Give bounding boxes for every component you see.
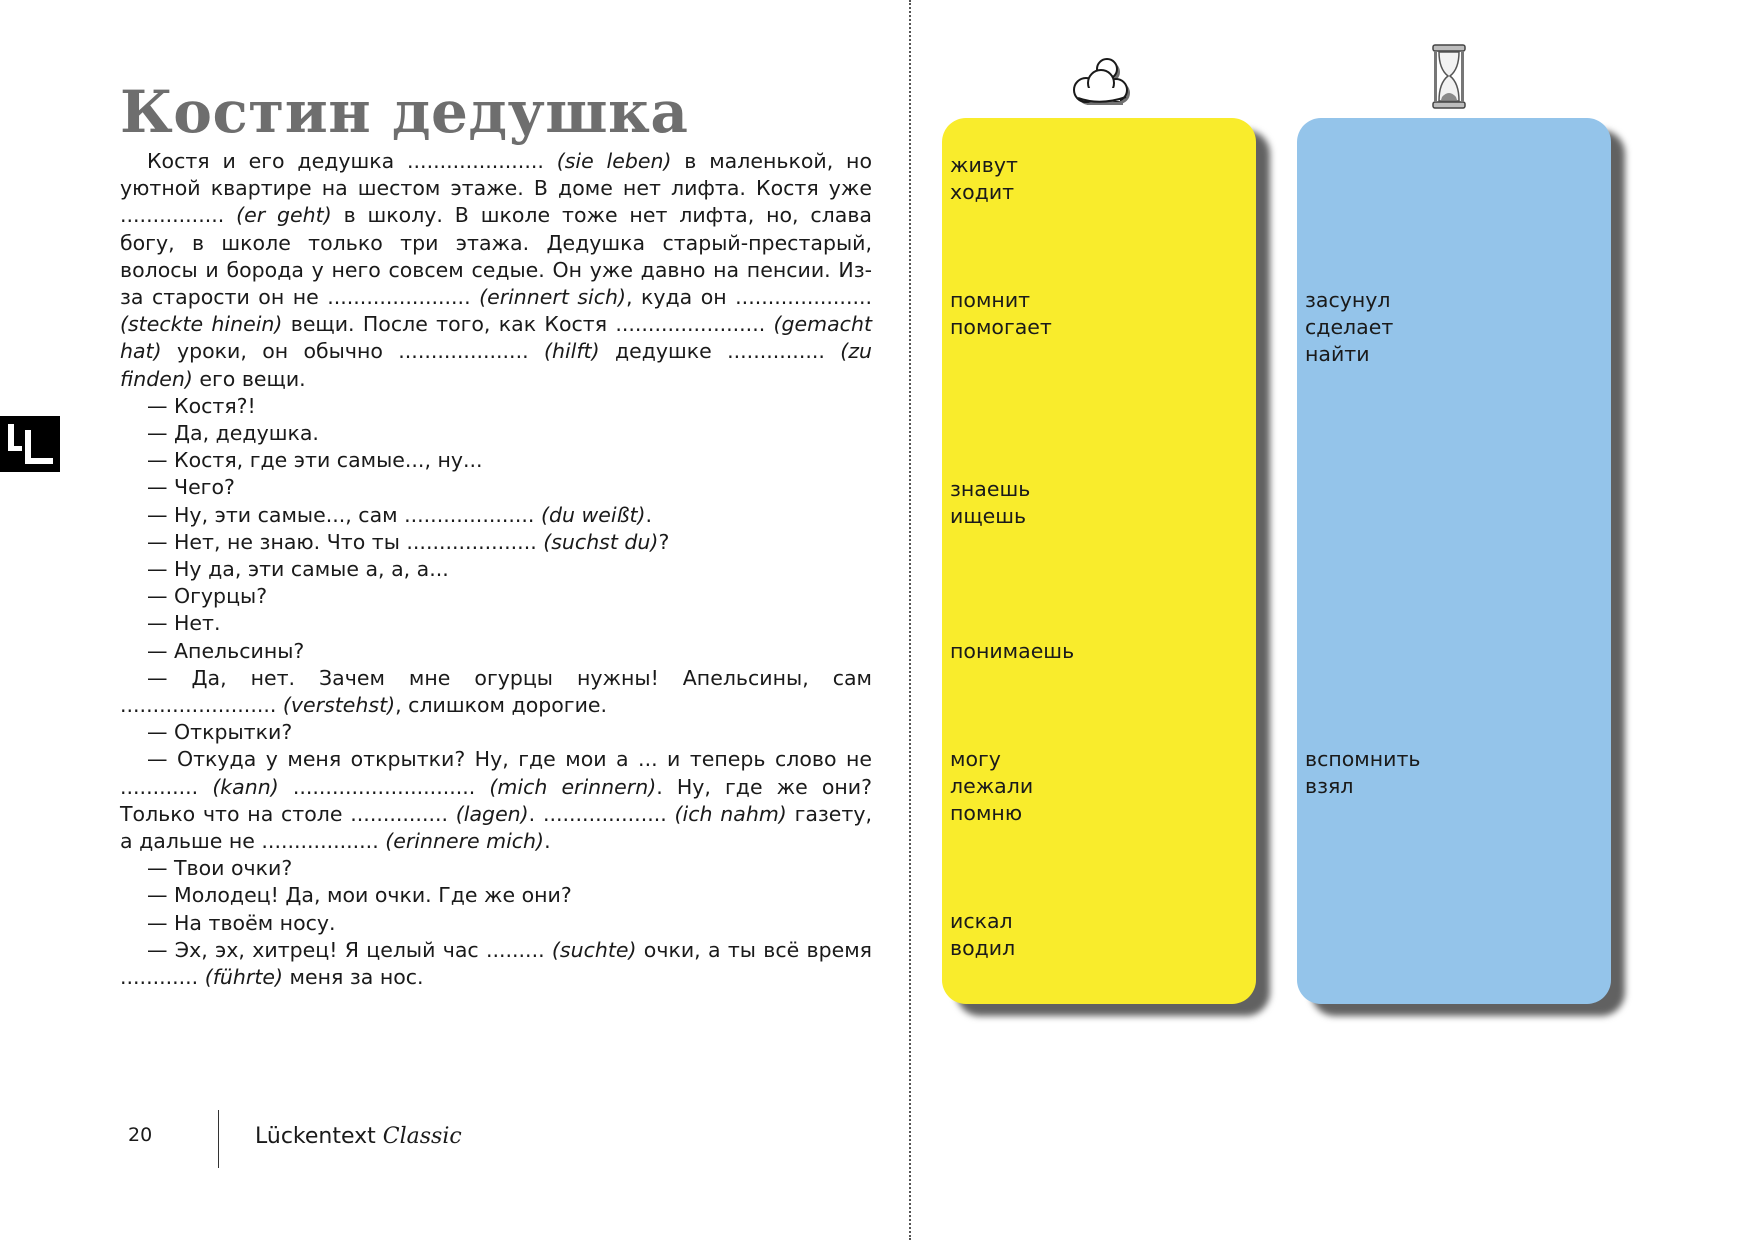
story-text: [120, 148, 872, 991]
past-word: взял: [1305, 774, 1354, 798]
dialogue-line: — На твоём носу.: [147, 910, 336, 935]
dialogue-line: — Огурцы?: [147, 584, 268, 609]
dialogue-line: — Нет.: [147, 611, 221, 636]
page-title: Костин дедушка: [120, 78, 689, 146]
dialogue-line: — Нет, не знаю. Что ты .................... (suchst du)?: [147, 529, 670, 554]
series-label-text: Lückentext: [255, 1124, 376, 1149]
page-divider: [909, 0, 911, 1240]
corner-marker-icon: [0, 416, 60, 472]
present-word: живут: [950, 153, 1018, 177]
hourglass-icon: [1430, 43, 1470, 115]
series-label-emphasis: Classic: [382, 1124, 462, 1149]
present-word: помню: [950, 801, 1023, 825]
cloud-icon: [1070, 52, 1136, 114]
present-word: лежали: [950, 774, 1034, 798]
present-tense-card: [942, 118, 1256, 1004]
dialogue-line: — Молодец! Да, мои очки. Где же они?: [147, 883, 572, 908]
footer-divider: [218, 1110, 219, 1168]
page-number: 20: [128, 1124, 153, 1146]
present-word: помогает: [950, 315, 1052, 339]
story-paragraph: Костя и его дедушка ..................... (sie leben) в маленькой, но уютной квартире на шестом этаже. В доме нет лифта. Костя уже ................ (er geht) в школу. В школе тоже нет лифта, но, слава богу, в школе только три этажа. Дедушка старый-престарый, волосы и борода у него совсем седые. Он уже давно на пенсии. Из-за старости он не ...................... (erinnert sich), куда он ..................... (steckte hinein) вещи. После того, как Костя ....................... (gemacht hat) уроки, он обычно .................... (hilft) дедушке ............... (zu finden) его вещи.: [120, 149, 873, 391]
dialogue-line: — Ну да, эти самые а, а, а...: [147, 557, 449, 582]
series-label: [255, 1124, 462, 1149]
story-paragraph: — Эх, эх, хитрец! Я целый час ......... (suchte) очки, а ты всё время ............ (führte) меня за нос.: [120, 937, 872, 990]
story-paragraph: — Откуда у меня открытки? Ну, где мои а ... и теперь слово не ............ (kann) ............................ (mich erinnern). Ну, где же они? Только что на столе ............... (lagen). ................... (ich nahm) газету, а дальше не .................. (erinnere mich).: [120, 747, 872, 854]
dialogue-line: — Костя?!: [147, 393, 256, 418]
present-word: ходит: [950, 180, 1015, 204]
dialogue-line: — Твои очки?: [147, 856, 293, 881]
dialogue-line: — Чего?: [147, 475, 235, 500]
present-word: знаешь: [950, 477, 1031, 501]
present-word: водил: [950, 936, 1016, 960]
past-word: засунул: [1305, 288, 1391, 312]
present-word: помнит: [950, 288, 1031, 312]
story-paragraph: — Да, нет. Зачем мне огурцы нужны! Апельсины, сам ........................ (verstehst), слишком дорогие.: [120, 665, 872, 718]
past-word: вспомнить: [1305, 747, 1421, 771]
present-word: ищешь: [950, 504, 1027, 528]
dialogue-line: — Открытки?: [147, 720, 293, 745]
past-word: сделает: [1305, 315, 1394, 339]
present-word: искал: [950, 909, 1013, 933]
past-word: найти: [1305, 342, 1370, 366]
dialogue-line: — Да, дедушка.: [147, 421, 319, 446]
present-word: могу: [950, 747, 1001, 771]
dialogue-line: — Костя, где эти самые..., ну...: [147, 448, 483, 473]
dialogue-line: — Ну, эти самые..., сам .................... (du weißt).: [147, 502, 653, 527]
dialogue-line: — Апельсины?: [147, 638, 305, 663]
past-tense-card: [1297, 118, 1611, 1004]
present-word: понимаешь: [950, 639, 1075, 663]
